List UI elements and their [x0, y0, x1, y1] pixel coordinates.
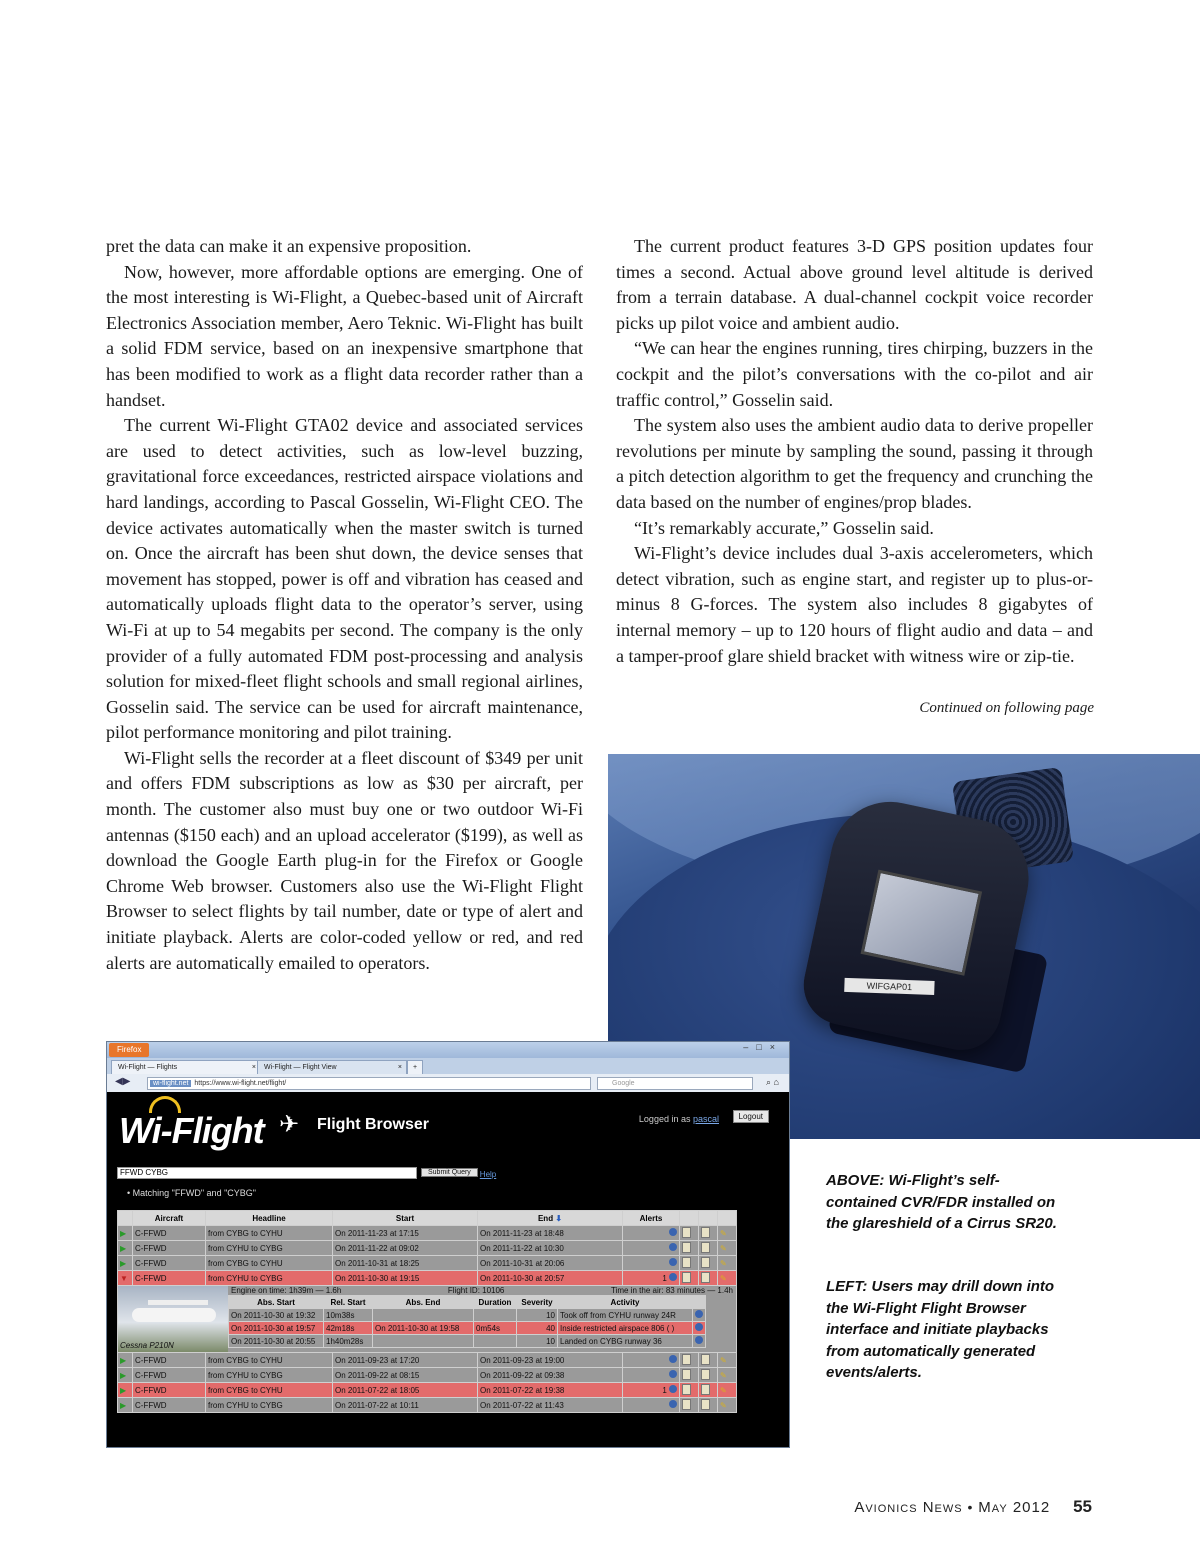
cell-severity: 40: [517, 1322, 558, 1335]
matching-summary: • Matching "FFWD" and "CYBG": [127, 1188, 256, 1198]
expand-icon[interactable]: ▶: [120, 1370, 127, 1380]
cell-rel-start: 1h40m28s: [324, 1335, 373, 1348]
cell-start: On 2011-11-23 at 17:15: [333, 1226, 478, 1241]
cell-icon[interactable]: [680, 1398, 699, 1413]
detail-summary: [228, 1286, 736, 1295]
globe-icon[interactable]: [669, 1400, 677, 1408]
globe-icon[interactable]: [669, 1273, 677, 1281]
flight-detail: [118, 1286, 737, 1353]
device-tag: WIFGAP01: [844, 978, 934, 995]
caption-above: ABOVE: Wi-Flight’s self-contained CVR/FDR installed on the glareshield of a Cirrus SR20.: [826, 1172, 1057, 1232]
wrench-icon[interactable]: ✎: [720, 1243, 727, 1253]
cell-duration: [474, 1335, 517, 1348]
event-row[interactable]: [229, 1335, 706, 1348]
event-row[interactable]: [229, 1309, 706, 1322]
chart-icon[interactable]: [682, 1272, 691, 1283]
document-icon[interactable]: [701, 1257, 710, 1268]
cell-end: On 2011-10-31 at 20:06: [478, 1256, 623, 1271]
cell-icon[interactable]: [699, 1271, 718, 1286]
table-row[interactable]: [118, 1241, 737, 1256]
page-number: 55: [1073, 1497, 1092, 1516]
wrench-icon[interactable]: ✎: [720, 1385, 727, 1395]
url-text: https://www.wi-flight.net/flight/: [194, 1080, 287, 1087]
cell-start: On 2011-10-30 at 19:15: [333, 1271, 478, 1286]
table-header: [118, 1211, 737, 1226]
wrench-icon[interactable]: ✎: [720, 1400, 727, 1410]
cell-icon[interactable]: [680, 1256, 699, 1271]
expand-toggle[interactable]: [118, 1241, 133, 1256]
detail-content: [228, 1286, 736, 1352]
expand-icon[interactable]: ▶: [120, 1258, 127, 1268]
icon-col-header: [718, 1211, 737, 1226]
cell-duration: 0m54s: [474, 1322, 517, 1335]
icon-col-header: [699, 1211, 718, 1226]
cell-icon[interactable]: [699, 1398, 718, 1413]
cell-aircraft: C-FFWD: [133, 1271, 206, 1286]
expand-icon[interactable]: ▶: [120, 1355, 127, 1365]
globe-icon[interactable]: [669, 1258, 677, 1266]
cell-icon[interactable]: [699, 1256, 718, 1271]
paragraph: Now, however, more affordable options are emerging. One of the most interesting is Wi-Flight, a Quebec-based unit of Aircraft Electronics Association member, Aero Teknic. Wi-Flight has built a solid FDM service, based on an inexpensive smartphone that has been modified to work as a flight data recorder rather than a handset.: [106, 261, 583, 410]
engine-on-time: Engine on time: 1h39m — 1.6h: [231, 1286, 342, 1295]
logo-text: Wi-Flight: [119, 1110, 264, 1151]
firefox-menu-button[interactable]: Firefox: [109, 1043, 149, 1057]
events-table: [228, 1295, 706, 1348]
wrench-icon[interactable]: ✎: [720, 1355, 727, 1365]
expand-icon[interactable]: ▶: [120, 1400, 127, 1410]
cell-abs-start: On 2011-10-30 at 19:32: [229, 1309, 324, 1322]
detail-layout: [118, 1286, 736, 1352]
tab-flights[interactable]: [111, 1060, 261, 1075]
chart-icon[interactable]: [682, 1399, 691, 1410]
cell-headline: from CYHU to CYBG: [206, 1398, 333, 1413]
wrench-icon[interactable]: ✎: [720, 1228, 727, 1238]
issue-date: May 2012: [978, 1499, 1051, 1516]
site-identity[interactable]: wi-flight.net: [150, 1080, 191, 1087]
search-input[interactable]: Google: [597, 1077, 753, 1090]
cell-headline: from CYBG to CYHU: [206, 1383, 333, 1398]
cell-alerts: [623, 1353, 680, 1368]
cell-start: On 2011-09-23 at 17:20: [333, 1353, 478, 1368]
cell-end: On 2011-11-23 at 18:48: [478, 1226, 623, 1241]
tab-flight-view[interactable]: [257, 1060, 407, 1075]
close-icon[interactable]: ×: [397, 1064, 402, 1071]
thumb-fuselage: [132, 1308, 216, 1322]
help-link[interactable]: Help: [479, 1170, 497, 1179]
cell-duration: [474, 1309, 517, 1322]
cell-icon[interactable]: [680, 1353, 699, 1368]
cell-icon[interactable]: [699, 1226, 718, 1241]
column-header[interactable]: [478, 1211, 623, 1226]
wifi-icon: [149, 1096, 181, 1113]
cell-headline: from CYHU to CYBG: [206, 1241, 333, 1256]
footer-bullet: •: [967, 1499, 974, 1515]
cell-icon[interactable]: [680, 1226, 699, 1241]
cell-icon[interactable]: [680, 1368, 699, 1383]
column-header[interactable]: Abs. End: [373, 1296, 474, 1309]
document-icon[interactable]: [701, 1354, 710, 1365]
document-icon[interactable]: [701, 1369, 710, 1380]
cell-alerts: [623, 1271, 680, 1286]
paragraph: The current Wi-Flight GTA02 device and associated services are used to detect activities, such as low-level buzzing, gravitational force exceedances, restricted airspace violations and hard landings, according to Pascal Gosselin, Wi-Flight CEO. The device activates automatically when the master switch is turned on. Once the aircraft has been shut down, the device senses that movement has stopped, power is off and vibration has ceased and automatically uploads flight data to the operator’s server, using Wi-Fi at up to 54 megabits per second. The company is the only provider of a fully automated FDM post-processing and analysis solution for mixed-fleet flight schools and small regional airlines, Gosselin said. The service can be used for aircraft maintenance, pilot performance monitoring and pilot training.: [106, 415, 583, 743]
cell-aircraft: C-FFWD: [133, 1241, 206, 1256]
page-footer: [854, 1497, 1092, 1517]
cell-rel-start: 10m38s: [324, 1309, 373, 1322]
column-header[interactable]: Headline: [206, 1211, 333, 1226]
column-header[interactable]: Start: [333, 1211, 478, 1226]
caption-left: LEFT: Users may drill down into the Wi-Flight Flight Browser interface and initiate playbacks from automatically generated events/alerts.: [826, 1278, 1055, 1381]
end-header-label: End: [537, 1213, 554, 1223]
icon-col-header: [680, 1211, 699, 1226]
tab-strip: [107, 1058, 789, 1074]
flight-browser-app: [107, 1092, 789, 1447]
chart-icon[interactable]: [682, 1227, 691, 1238]
paragraph: pret the data can make it an expensive proposition.: [106, 236, 472, 256]
expand-toggle[interactable]: [118, 1271, 133, 1286]
paragraph: Wi-Flight sells the recorder at a fleet discount of $349 per unit and offers FDM subscriptions as low as $30 per aircraft, per month. The customer also must buy one or two outdoor Wi-Fi antennas ($150 each) and an upload accelerator ($199), as well as download the Google Earth plug-in for the Firefox or Google Chrome Web browser. Customers also use the Wi-Flight Flight Browser to select flights by tail number, date or type of alert and initiate playback. Alerts are color-coded yellow or red, and red alerts are automatically emailed to operators.: [106, 747, 583, 973]
wrench-icon[interactable]: ✎: [720, 1258, 727, 1268]
sort-down-icon[interactable]: ⬇: [555, 1213, 563, 1223]
cell-icon[interactable]: [699, 1368, 718, 1383]
cell-end: On 2011-10-30 at 20:57: [478, 1271, 623, 1286]
expand-toggle[interactable]: [118, 1256, 133, 1271]
cell-start: On 2011-10-31 at 18:25: [333, 1256, 478, 1271]
icon-col-header: [693, 1296, 706, 1309]
cell-headline: from CYBG to CYHU: [206, 1226, 333, 1241]
cell-icon[interactable]: [680, 1271, 699, 1286]
flight-search-input[interactable]: FFWD CYBG: [117, 1167, 417, 1179]
chart-icon[interactable]: [682, 1384, 691, 1395]
expand-toggle[interactable]: [118, 1368, 133, 1383]
search-row: [117, 1164, 496, 1182]
expand-toggle[interactable]: [118, 1398, 133, 1413]
cell-abs-end: [373, 1335, 474, 1348]
user-link[interactable]: pascal: [692, 1114, 719, 1124]
cell-activity: Took off from CYHU runway 24R: [558, 1309, 693, 1322]
url-bar[interactable]: [147, 1077, 591, 1090]
article-column-left: [106, 234, 583, 976]
paragraph: Wi-Flight’s device includes dual 3-axis accelerometers, which detect vibration, such as engine start, and register up to plus-or-minus 8 G-forces. The system also includes 8 gigabytes of internal memory – up to 120 hours of flight audio and data – and a tamper-proof glare shield bracket with witness wire or zip-tie.: [616, 543, 1093, 666]
flights-table: [117, 1210, 737, 1413]
cell-aircraft: C-FFWD: [133, 1368, 206, 1383]
login-prefix: Logged in as: [638, 1114, 691, 1124]
cell-icon[interactable]: [718, 1256, 737, 1271]
alert-count: 1: [662, 1274, 667, 1283]
thumb-wing: [148, 1300, 208, 1305]
app-title: Flight Browser: [317, 1116, 430, 1133]
table-row[interactable]: [118, 1256, 737, 1271]
globe-icon[interactable]: [669, 1243, 677, 1251]
aircraft-model: Cessna P210N: [120, 1341, 174, 1350]
chart-icon[interactable]: [682, 1369, 691, 1380]
cell-alerts: [623, 1383, 680, 1398]
document-icon[interactable]: [701, 1227, 710, 1238]
cell-end: On 2011-09-22 at 09:38: [478, 1368, 623, 1383]
flight-id: Flight ID: 10106: [447, 1286, 505, 1295]
cell-icon[interactable]: [718, 1368, 737, 1383]
toolbar-icons[interactable]: ⌕ ⌂: [766, 1077, 779, 1087]
cell-rel-start: 42m18s: [324, 1322, 373, 1335]
paragraph: The current product features 3-D GPS position updates four times a second. Actual above ground level altitude is derived from a terrain database. A dual-channel cockpit voice recorder picks up pilot voice and ambient audio.: [616, 236, 1093, 333]
cell-end: On 2011-07-22 at 19:38: [478, 1383, 623, 1398]
play-icon[interactable]: [695, 1310, 703, 1318]
back-forward-icon[interactable]: ◀▶: [115, 1076, 131, 1087]
table-row[interactable]: [118, 1353, 737, 1368]
collapse-icon[interactable]: ▼: [120, 1273, 128, 1283]
cell-headline: from CYBG to CYHU: [206, 1256, 333, 1271]
table-row[interactable]: [118, 1368, 737, 1383]
cell-icon[interactable]: [680, 1383, 699, 1398]
cell-icon[interactable]: [718, 1398, 737, 1413]
paragraph: “It’s remarkably accurate,” Gosselin said.: [634, 517, 934, 538]
aircraft-thumbnail: [118, 1286, 228, 1352]
table-row[interactable]: [118, 1383, 737, 1398]
document-icon[interactable]: [701, 1384, 710, 1395]
cell-aircraft: C-FFWD: [133, 1383, 206, 1398]
submit-query-button[interactable]: Submit Query: [421, 1168, 478, 1177]
logout-button[interactable]: Logout: [733, 1110, 769, 1123]
cell-aircraft: C-FFWD: [133, 1398, 206, 1413]
chart-icon[interactable]: [682, 1354, 691, 1365]
cell-icon[interactable]: [680, 1241, 699, 1256]
chart-icon[interactable]: [682, 1242, 691, 1253]
cell-start: On 2011-07-22 at 18:05: [333, 1383, 478, 1398]
cell-icon[interactable]: [718, 1271, 737, 1286]
play-icon[interactable]: [695, 1323, 703, 1331]
event-row[interactable]: [229, 1322, 706, 1335]
device-screen: [861, 870, 983, 976]
time-in-air: Time in the air: 83 minutes — 1.4h: [611, 1286, 733, 1295]
tab-label: Wi-Flight — Flights: [118, 1064, 178, 1071]
cell-headline: from CYBG to CYHU: [206, 1353, 333, 1368]
cell-alerts: [623, 1226, 680, 1241]
cell-start: On 2011-11-22 at 09:02: [333, 1241, 478, 1256]
cell-alerts: [623, 1368, 680, 1383]
cell-alerts: [623, 1256, 680, 1271]
window-controls[interactable]: –□×: [743, 1042, 783, 1052]
cell-icon[interactable]: [718, 1241, 737, 1256]
cell-end: On 2011-07-22 at 11:43: [478, 1398, 623, 1413]
cell-abs-start: On 2011-10-30 at 19:57: [229, 1322, 324, 1335]
continued-note: Continued on following page: [919, 700, 1094, 716]
wi-flight-logo: [119, 1110, 264, 1152]
cell-icon[interactable]: [699, 1353, 718, 1368]
cell-alerts: [623, 1398, 680, 1413]
table-row[interactable]: [118, 1398, 737, 1413]
cell-end: On 2011-09-23 at 19:00: [478, 1353, 623, 1368]
publication-name: Avionics News: [854, 1499, 963, 1516]
column-header[interactable]: Duration: [474, 1296, 517, 1309]
cell-abs-end: [373, 1309, 474, 1322]
play-icon[interactable]: [695, 1336, 703, 1344]
globe-icon[interactable]: [669, 1228, 677, 1236]
globe-icon[interactable]: [669, 1355, 677, 1363]
cell-start: On 2011-07-22 at 10:11: [333, 1398, 478, 1413]
document-icon[interactable]: [701, 1399, 710, 1410]
paragraph: “We can hear the engines running, tires chirping, buzzers in the cockpit and the pilot’s conversations with the co-pilot and air traffic control,” Gosselin said.: [616, 338, 1093, 410]
expand-icon[interactable]: ▶: [120, 1243, 127, 1253]
login-status: [639, 1114, 719, 1124]
expand-icon[interactable]: ▶: [120, 1385, 127, 1395]
wrench-icon[interactable]: ✎: [720, 1273, 727, 1283]
cell-headline: from CYHU to CYBG: [206, 1271, 333, 1286]
cell-aircraft: C-FFWD: [133, 1226, 206, 1241]
expand-toggle[interactable]: [118, 1226, 133, 1241]
matching-text: Matching "FFWD" and "CYBG": [132, 1188, 256, 1198]
column-header[interactable]: Alerts: [623, 1211, 680, 1226]
article-column-right: [616, 234, 1093, 669]
cell-icon[interactable]: [693, 1322, 706, 1335]
globe-icon[interactable]: [669, 1370, 677, 1378]
column-header[interactable]: Aircraft: [133, 1211, 206, 1226]
events-header: [229, 1296, 706, 1309]
expand-icon[interactable]: ▶: [120, 1228, 127, 1238]
column-header[interactable]: Severity: [517, 1296, 558, 1309]
document-icon[interactable]: [701, 1242, 710, 1253]
expand-toggle[interactable]: [118, 1353, 133, 1368]
chart-icon[interactable]: [682, 1257, 691, 1268]
cell-end: On 2011-11-22 at 10:30: [478, 1241, 623, 1256]
cell-icon[interactable]: [718, 1226, 737, 1241]
cell-icon[interactable]: [718, 1353, 737, 1368]
navigation-bar: [107, 1074, 789, 1093]
window-titlebar: [107, 1042, 789, 1058]
table-row[interactable]: [118, 1271, 737, 1286]
column-header[interactable]: Activity: [558, 1296, 693, 1309]
globe-icon[interactable]: [669, 1385, 677, 1393]
cell-icon[interactable]: [693, 1335, 706, 1348]
cell-icon[interactable]: [699, 1383, 718, 1398]
cell-icon[interactable]: [699, 1241, 718, 1256]
cell-abs-end: On 2011-10-30 at 19:58: [373, 1322, 474, 1335]
wrench-icon[interactable]: ✎: [720, 1370, 727, 1380]
cell-aircraft: C-FFWD: [133, 1256, 206, 1271]
browser-screenshot: [106, 1041, 790, 1448]
cell-alerts: [623, 1241, 680, 1256]
cell-icon[interactable]: [693, 1309, 706, 1322]
alert-count: 1: [662, 1386, 667, 1395]
paragraph: The system also uses the ambient audio data to derive propeller revolutions per minute by sampling the sound, passing it through a pitch detection algorithm to get the frequency and crunching the data based on the number of engines/prop blades.: [616, 415, 1093, 512]
cell-aircraft: C-FFWD: [133, 1353, 206, 1368]
expand-col-header: [118, 1211, 133, 1226]
new-tab-button[interactable]: +: [407, 1060, 423, 1075]
expand-toggle[interactable]: [118, 1383, 133, 1398]
cell-activity: Landed on CYBG runway 36: [558, 1335, 693, 1348]
column-header[interactable]: Abs. Start: [229, 1296, 324, 1309]
flight-detail-row: [118, 1286, 737, 1353]
cell-icon[interactable]: [718, 1383, 737, 1398]
tab-label: Wi-Flight — Flight View: [264, 1064, 337, 1071]
cell-activity: Inside restricted airspace 806 ( ): [558, 1322, 693, 1335]
column-header[interactable]: Rel. Start: [324, 1296, 373, 1309]
cell-headline: from CYHU to CYBG: [206, 1368, 333, 1383]
cell-abs-start: On 2011-10-30 at 20:55: [229, 1335, 324, 1348]
cell-start: On 2011-09-22 at 08:15: [333, 1368, 478, 1383]
cell-severity: 10: [517, 1335, 558, 1348]
close-icon[interactable]: ×: [251, 1064, 256, 1071]
cell-severity: 10: [517, 1309, 558, 1322]
airplane-icon: ✈: [279, 1111, 300, 1138]
document-icon[interactable]: [701, 1272, 710, 1283]
table-row[interactable]: [118, 1226, 737, 1241]
